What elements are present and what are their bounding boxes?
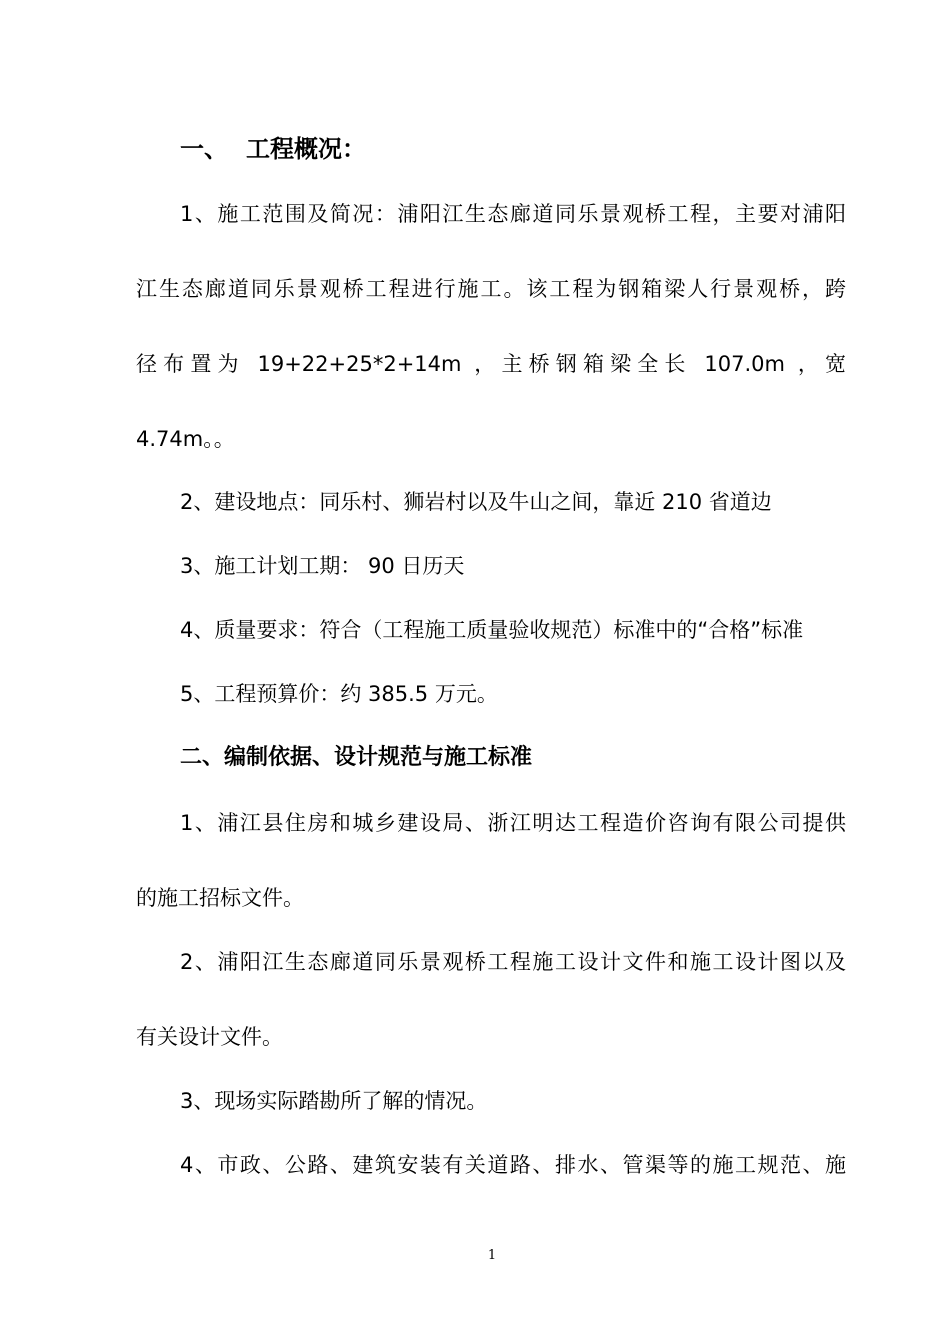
section-heading-basis: 二、编制依据、设计规范与施工标准 bbox=[180, 745, 533, 770]
page-number: 1 bbox=[487, 1248, 497, 1263]
section-heading-number: 一、 bbox=[180, 135, 228, 163]
paragraph-line: 有关设计文件。 bbox=[136, 1025, 283, 1049]
paragraph-line: 径布置为 19+22+25*2+14m ，主桥钢箱梁全长 107.0m ，宽 bbox=[136, 352, 846, 376]
paragraph-line: 4、市政、公路、建筑安装有关道路、排水、管渠等的施工规范、施 bbox=[180, 1153, 846, 1177]
paragraph-line: 3、施工计划工期： 90 日历天 bbox=[180, 554, 465, 578]
paragraph-line: 5、工程预算价：约 385.5 万元。 bbox=[180, 682, 498, 706]
paragraph-line: 2、浦阳江生态廊道同乐景观桥工程施工设计文件和施工设计图以及 bbox=[180, 950, 846, 974]
paragraph-line: 3、现场实际踏勘所了解的情况。 bbox=[180, 1089, 488, 1113]
paragraph-line: 1、施工范围及简况：浦阳江生态廊道同乐景观桥工程，主要对浦阳 bbox=[180, 202, 846, 226]
paragraph-line: 江生态廊道同乐景观桥工程进行施工。该工程为钢箱梁人行景观桥，跨 bbox=[136, 277, 846, 301]
section-heading-overview bbox=[180, 137, 366, 161]
paragraph-line: 2、建设地点：同乐村、狮岩村以及牛山之间，靠近 210 省道边 bbox=[180, 490, 772, 514]
section-heading-title: 工程概况： bbox=[246, 135, 366, 163]
paragraph-line: 的施工招标文件。 bbox=[136, 886, 304, 910]
paragraph-line: 4.74m。。 bbox=[136, 427, 235, 451]
paragraph-line: 4、质量要求：符合（工程施工质量验收规范）标准中的“合格”标准 bbox=[180, 618, 804, 642]
paragraph-line: 1、浦江县住房和城乡建设局、浙江明达工程造价咨询有限公司提供 bbox=[180, 811, 846, 835]
